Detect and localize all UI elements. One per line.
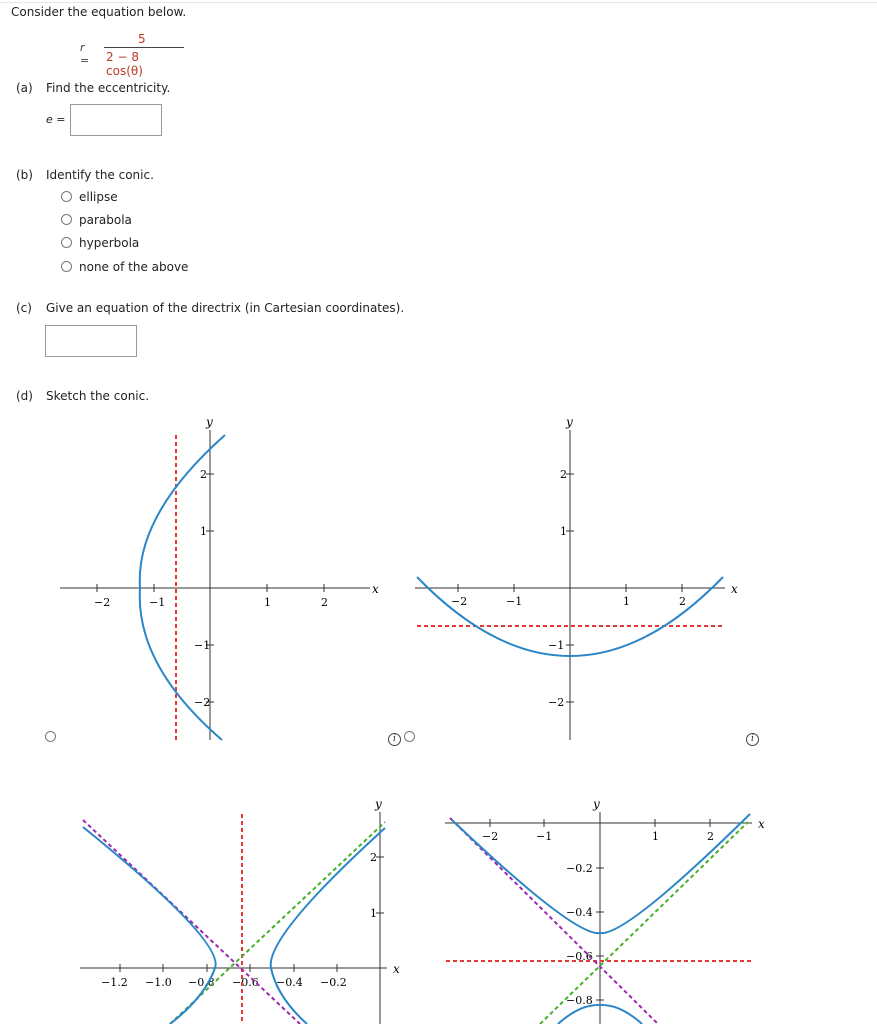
graph-option-4 [440,792,775,1024]
option-parabola-label: parabola [79,213,132,227]
radio-parabola[interactable] [61,214,72,225]
option-ellipse-label: ellipse [79,190,118,204]
y-tick-label: −1 [194,639,211,652]
conic-curve [271,828,385,1024]
x-tick-label: −2 [451,595,468,608]
fraction-bar [104,47,184,48]
part-c-label: (c) [16,301,32,315]
y-tick-label: 2 [560,468,567,481]
part-c-text: Give an equation of the directrix (in Cartesian coordinates). [46,301,405,315]
y-tick-label: −0.2 [566,862,593,875]
y-tick-label: −0.6 [566,950,593,963]
info-icon[interactable]: i [388,733,401,746]
x-tick-label: −0.2 [320,976,347,989]
x-tick-label: 2 [679,595,686,608]
x-tick-label: −0.4 [276,976,303,989]
asymptote-line [170,822,385,1024]
y-axis-label: y [566,415,573,429]
y-tick-label: 2 [200,468,207,481]
y-tick-label: 1 [560,525,567,538]
part-d-label: (d) [16,389,33,403]
part-b-label: (b) [16,168,33,182]
radio-none[interactable] [61,261,72,272]
info-icon[interactable]: i [746,733,759,746]
equation-numerator: 5 [138,32,146,46]
option-none-label: none of the above [79,260,189,274]
x-axis-label: x [758,817,765,831]
equation-denominator: 2 − 8 cos(θ) [106,50,143,78]
intro-text: Consider the equation below. [11,5,187,19]
x-axis-label: x [393,962,400,976]
x-tick-label: −1 [536,830,553,843]
x-tick-label: −1.2 [101,976,128,989]
x-tick-label: −0.8 [188,976,215,989]
directrix-input[interactable] [45,325,137,357]
asymptote-line [540,822,748,1024]
y-axis-label: y [593,797,600,811]
x-tick-label: −2 [482,830,499,843]
eccentricity-input[interactable] [70,104,162,136]
graph-option-3 [75,792,410,1024]
x-tick-label: −1.0 [145,976,172,989]
radio-graph-2[interactable] [404,731,415,742]
x-axis-label: x [372,582,379,596]
graph-option-2 [405,405,750,750]
radio-graph-1[interactable] [45,731,56,742]
x-tick-label: 1 [652,830,659,843]
y-tick-label: −0.4 [566,906,593,919]
eccentricity-label: e = [46,113,66,126]
x-tick-label: −1 [149,596,166,609]
y-tick-label: −0.8 [566,994,593,1007]
option-hyperbola-label: hyperbola [79,236,140,250]
x-tick-label: −0.6 [232,976,259,989]
x-tick-label: 2 [321,596,328,609]
y-axis-label: y [375,797,382,811]
part-a-label: (a) [16,81,33,95]
x-tick-label: −1 [506,595,523,608]
asymptote-line [450,818,658,1024]
y-tick-label: −1 [548,639,565,652]
x-tick-label: −2 [94,596,111,609]
top-divider [0,2,877,3]
radio-hyperbola[interactable] [61,237,72,248]
y-tick-label: −2 [548,696,565,709]
graph-option-1 [40,405,390,750]
part-b-text: Identify the conic. [46,168,154,182]
y-tick-label: −2 [194,696,211,709]
x-tick-label: 2 [707,830,714,843]
asymptote-line [83,820,300,1024]
part-d-text: Sketch the conic. [46,389,150,403]
x-tick-label: 1 [264,596,271,609]
y-tick-label: 1 [200,525,207,538]
equation-lhs: r = [80,41,90,67]
x-tick-label: 1 [623,595,630,608]
radio-ellipse[interactable] [61,191,72,202]
x-axis-label: x [731,582,738,596]
y-axis-label: y [206,415,213,429]
y-tick-label: 1 [370,907,377,920]
part-a-text: Find the eccentricity. [46,81,171,95]
y-tick-label: 2 [370,851,377,864]
